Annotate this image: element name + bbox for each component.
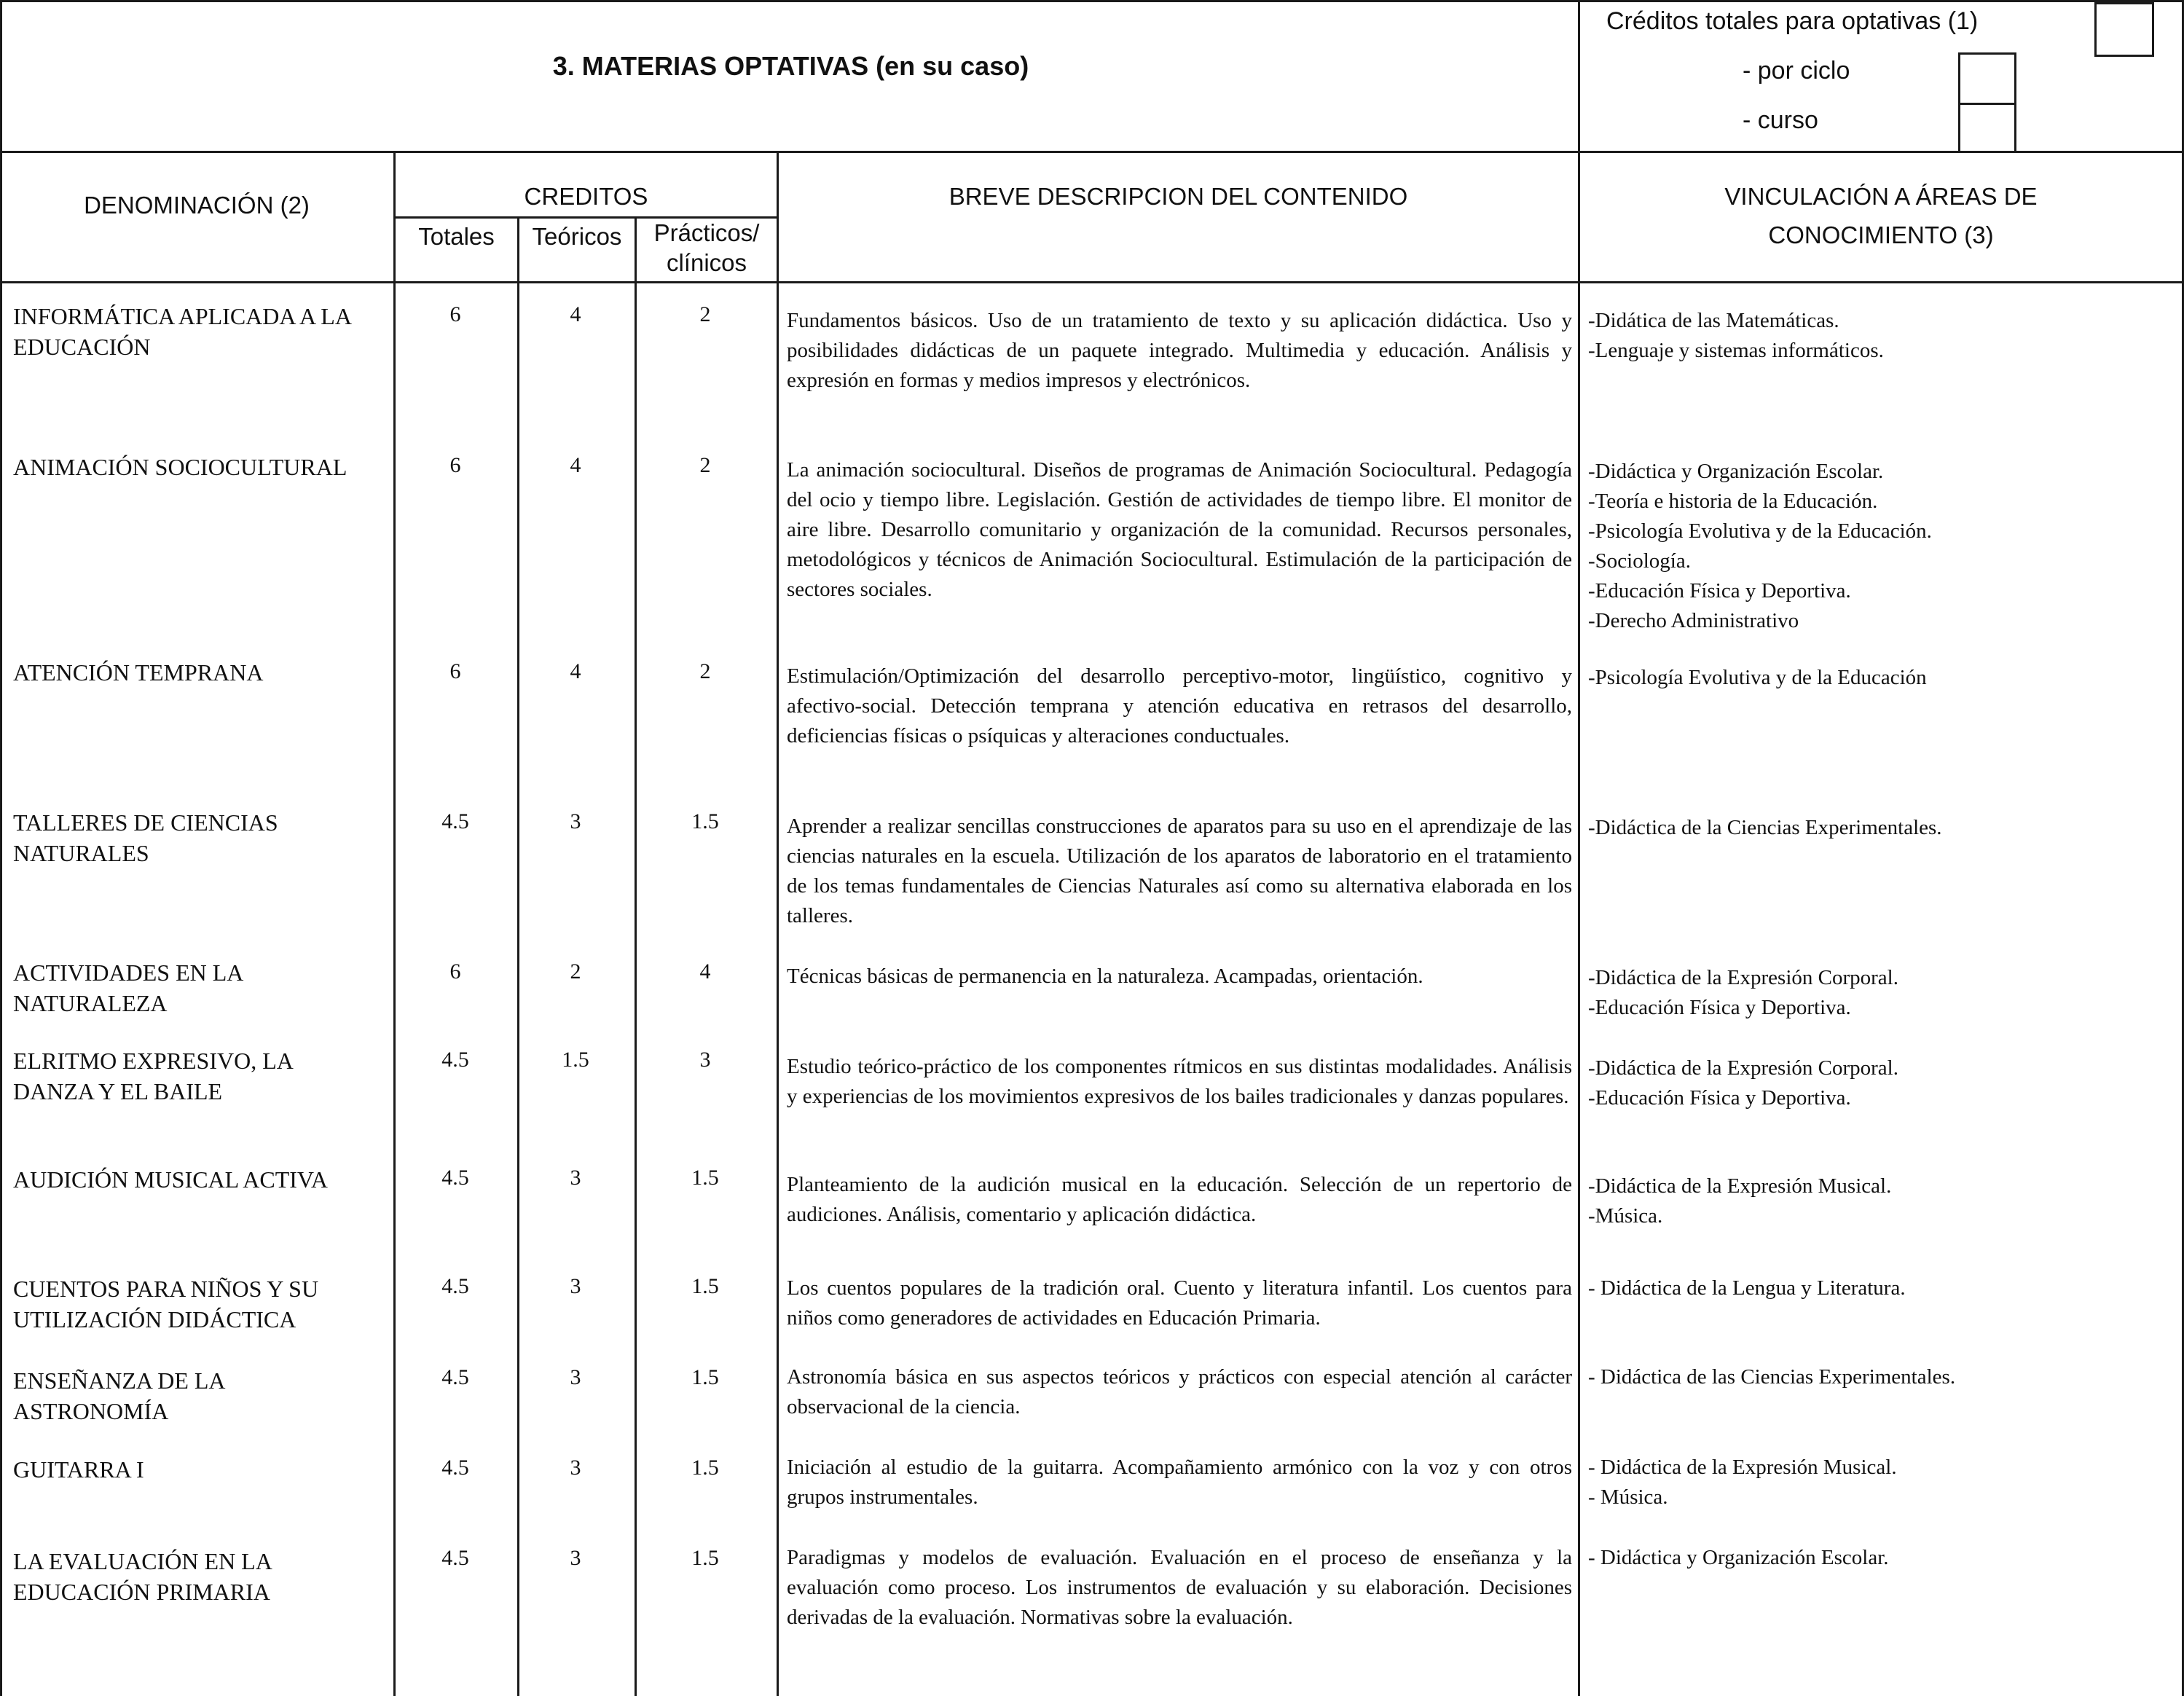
row-8-total: 4.5	[441, 1274, 469, 1298]
total-credits-label: Créditos totales para optativas (1)	[1606, 7, 1979, 35]
per-cycle-box[interactable]	[1958, 52, 2016, 105]
course-box[interactable]	[1958, 103, 2016, 153]
row-1-total: 6	[449, 302, 461, 326]
per-cycle-label: - por ciclo	[1743, 57, 1850, 85]
row-9-total: 4.5	[441, 1365, 469, 1389]
row-6-area-2: -Educación Física y Deportiva.	[1588, 1086, 1851, 1110]
row-2-area-1: -Didáctica y Organización Escolar.	[1588, 460, 1884, 483]
row-11-theory: 3	[570, 1546, 581, 1570]
row-1-areas	[1588, 306, 2171, 366]
row-2-total: 6	[449, 453, 461, 477]
row-7-practice: 1.5	[691, 1166, 719, 1190]
header-row-divider	[0, 281, 2184, 283]
row-9-area-1: - Didáctica de las Ciencias Experimentales.	[1588, 1365, 1956, 1389]
row-7-area-2: -Música.	[1588, 1204, 1663, 1228]
row-9-theory: 3	[570, 1365, 581, 1389]
row-1-theory: 4	[570, 302, 581, 326]
row-2-area-4: -Sociología.	[1588, 549, 1691, 573]
row-2-area-5: -Educación Física y Deportiva.	[1588, 579, 1851, 602]
row-11-description: Paradigmas y modelos de evaluación. Evaluación en el proceso de enseñanza y la evaluación como proceso. Los instrumentos de evaluación y su elaboración. Decisiones derivadas de la evaluación. Normativas sobre la evaluación.	[787, 1546, 1572, 1629]
row-8-description: Los cuentos populares de la tradición oral. Cuento y literatura infantil. Los cuentos para niños como generadores de actividades en Educación Primaria.	[787, 1276, 1572, 1330]
row-1-description: Fundamentos básicos. Uso de un tratamiento de texto y su aplicación didáctica. Uso y posibilidades didácticas de un paquete integrado. Multimedia y educación. Análisis y expresión en formas y medios impresos y electrónicos.	[787, 309, 1572, 392]
row-6-theory: 1.5	[562, 1048, 589, 1072]
row-4-practice: 1.5	[691, 809, 719, 833]
section-title: 3. MATERIAS OPTATIVAS (en su caso)	[552, 51, 1029, 81]
row-5-theory: 2	[570, 959, 581, 984]
row-8-practice: 1.5	[691, 1274, 719, 1298]
table-left-border	[0, 0, 2, 1696]
row-3-theory: 4	[570, 659, 581, 683]
row-1-practice: 2	[699, 302, 711, 326]
row-10-name: GUITARRA I	[13, 1456, 144, 1483]
row-2-practice: 2	[699, 453, 711, 477]
row-5-areas	[1588, 963, 2171, 1023]
row-6-areas	[1588, 1053, 2171, 1113]
row-4-areas	[1588, 813, 2171, 843]
name-column-divider	[393, 151, 396, 1696]
row-6-description: Estudio teórico-práctico de los componentes rítmicos en sus distintas modalidades. Análisis y experiencias de los movimientos expresivos de los bailes tradicionales y danzas populares.	[787, 1055, 1572, 1108]
row-8-areas	[1588, 1273, 2171, 1303]
row-5-practice: 4	[699, 959, 711, 984]
course-label: - curso	[1743, 106, 1818, 134]
row-10-practice: 1.5	[691, 1456, 719, 1480]
row-3-area-1: -Psicología Evolutiva y de la Educación	[1588, 666, 1927, 689]
row-11-total: 4.5	[441, 1546, 469, 1570]
row-6-practice: 3	[699, 1048, 711, 1072]
header-areas-line-2: CONOCIMIENTO (3)	[1768, 221, 1994, 248]
row-9-areas	[1588, 1362, 2171, 1392]
row-8-theory: 3	[570, 1274, 581, 1298]
row-10-total: 4.5	[441, 1456, 469, 1480]
row-7-area-1: -Didáctica de la Expresión Musical.	[1588, 1174, 1892, 1198]
row-2-theory: 4	[570, 453, 581, 477]
row-4-description: Aprender a realizar sencillas construcciones de aparatos para su uso en el aprendizaje de las ciencias naturales en la escuela. Utilización de los aparatos de laboratorio en el tratamiento de los temas fundamentales de Ciencias Naturales así como su alternativa elaborada en los talleres.	[787, 814, 1572, 927]
row-9-practice: 1.5	[691, 1365, 719, 1389]
header-practice-line-2: clínicos	[666, 249, 747, 277]
row-10-description: Iniciación al estudio de la guitarra. Acompañamiento armónico con la voz y con otros grupos instrumentales.	[787, 1456, 1572, 1509]
row-4-theory: 3	[570, 809, 581, 833]
row-2-area-3: -Psicología Evolutiva y de la Educación.	[1588, 519, 1932, 543]
row-2-area-6: -Derecho Administrativo	[1588, 609, 1799, 632]
row-2-area-2: -Teoría e historia de la Educación.	[1588, 490, 1878, 513]
row-4-total: 4.5	[441, 809, 469, 833]
row-4-area-1: -Didáctica de la Ciencias Experimentales.	[1588, 816, 1942, 839]
row-9-description: Astronomía básica en sus aspectos teóricos y prácticos con especial atención al carácter observacional de la ciencia.	[787, 1365, 1572, 1418]
title-row-divider	[0, 151, 2184, 153]
header-practice-line-1: Prácticos/	[653, 219, 760, 246]
row-11-area-1: - Didáctica y Organización Escolar.	[1588, 1546, 1889, 1569]
header-theory: Teóricos	[532, 223, 622, 250]
row-8-name: CUENTOS PARA NIÑOS Y SU UTILIZACIÓN DIDÁCTICA	[13, 1276, 319, 1332]
row-7-total: 4.5	[441, 1166, 469, 1190]
header-description: BREVE DESCRIPCION DEL CONTENIDO	[948, 183, 1408, 210]
header-credits: CREDITOS	[524, 183, 648, 210]
row-3-total: 6	[449, 659, 461, 683]
row-4-name: TALLERES DE CIENCIAS NATURALES	[13, 809, 278, 866]
row-1-name: INFORMÁTICA APLICADA A LA EDUCACIÓN	[13, 303, 351, 360]
row-3-name: ATENCIÓN TEMPRANA	[13, 659, 264, 686]
row-5-total: 6	[449, 959, 461, 984]
row-7-theory: 3	[570, 1166, 581, 1190]
header-practice	[637, 218, 777, 278]
header-areas-line-1: VINCULACIÓN A ÁREAS DE	[1724, 183, 2038, 210]
row-9-name: ENSEÑANZA DE LA ASTRONOMÍA	[13, 1367, 224, 1424]
row-3-practice: 2	[699, 659, 711, 683]
row-2-name: ANIMACIÓN SOCIOCULTURAL	[13, 454, 347, 480]
row-10-area-1: - Didáctica de la Expresión Musical.	[1588, 1456, 1897, 1479]
total-credits-box[interactable]	[2094, 2, 2154, 57]
total-column-divider	[517, 216, 519, 1696]
row-11-practice: 1.5	[691, 1546, 719, 1570]
row-10-areas	[1588, 1453, 2171, 1512]
row-5-name: ACTIVIDADES EN LA NATURALEZA	[13, 959, 243, 1016]
row-1-area-1: -Didática de las Matemáticas.	[1588, 309, 1839, 332]
row-8-area-1: - Didáctica de la Lengua y Literatura.	[1588, 1276, 1906, 1300]
theory-column-divider	[635, 216, 637, 1696]
row-5-area-1: -Didáctica de la Expresión Corporal.	[1588, 966, 1898, 989]
row-1-area-2: -Lenguaje y sistemas informáticos.	[1588, 339, 1884, 362]
header-name: DENOMINACIÓN (2)	[84, 192, 310, 219]
row-7-description: Planteamiento de la audición musical en la educación. Selección de un repertorio de audiciones. Análisis, comentario y aplicación didáctica.	[787, 1173, 1572, 1226]
row-7-name: AUDICIÓN MUSICAL ACTIVA	[13, 1166, 329, 1193]
row-11-name: LA EVALUACIÓN EN LA EDUCACIÓN PRIMARIA	[13, 1548, 272, 1605]
row-10-area-2: - Música.	[1588, 1485, 1668, 1509]
row-5-area-2: -Educación Física y Deportiva.	[1588, 996, 1851, 1019]
row-3-description: Estimulación/Optimización del desarrollo perceptivo-motor, lingüístico, cognitivo y afectivo-social. Detección temprana y atención educativa en retrasos del desarrollo, deficiencias físicas o psíquicas y alteraciones conductuales.	[787, 664, 1572, 747]
row-7-areas	[1588, 1171, 2171, 1231]
row-2-description: La animación sociocultural. Diseños de programas de Animación Sociocultural. Pedagogía del ocio y tiempo libre. Legislación. Gestión de actividades de tiempo libre. El monitor de aire libre. Desarrollo comunitario y organización de la comunidad. Recursos personales, metodológicos y técnicos de Animación Sociocultural. Estimulación de la participación de sectores sociales.	[787, 458, 1572, 601]
row-6-name: ELRITMO EXPRESIVO, LA DANZA Y EL BAILE	[13, 1048, 293, 1104]
row-10-theory: 3	[570, 1456, 581, 1480]
header-areas	[1580, 178, 2182, 255]
row-11-areas	[1588, 1543, 2171, 1573]
table-top-border	[0, 0, 2184, 2]
row-2-areas	[1588, 457, 2171, 636]
row-6-area-1: -Didáctica de la Expresión Corporal.	[1588, 1056, 1898, 1080]
row-5-description: Técnicas básicas de permanencia en la naturaleza. Acampadas, orientación.	[787, 965, 1423, 988]
row-6-total: 4.5	[441, 1048, 469, 1072]
header-total: Totales	[418, 223, 495, 250]
row-3-areas	[1588, 663, 2171, 693]
credits-column-divider	[777, 151, 779, 1696]
